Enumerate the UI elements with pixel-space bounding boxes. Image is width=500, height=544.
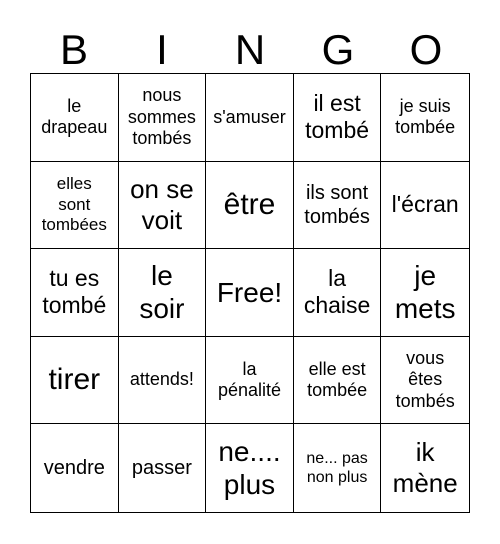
bingo-cell[interactable]	[294, 337, 382, 425]
free-space[interactable]	[206, 249, 294, 337]
cell-text: ik mène	[392, 437, 458, 499]
bingo-cell[interactable]	[206, 424, 294, 512]
bingo-cell[interactable]	[31, 424, 119, 512]
header-letter-g: G	[321, 26, 355, 73]
cell-text: elles sont tombées	[41, 174, 107, 235]
cell-text: ne... pas non plus	[306, 450, 368, 487]
bingo-cell[interactable]	[119, 249, 207, 337]
cell-text: tirer	[48, 363, 101, 397]
bingo-header	[30, 26, 470, 74]
header-letter-o: O	[409, 26, 443, 73]
cell-text: vendre	[43, 457, 105, 480]
cell-text: l'écran	[391, 191, 459, 218]
header-letter-n: N	[234, 26, 266, 73]
bingo-cell[interactable]	[206, 162, 294, 250]
cell-text: être	[223, 187, 276, 221]
bingo-cell[interactable]	[31, 162, 119, 250]
bingo-cell[interactable]	[381, 337, 469, 425]
bingo-cell[interactable]	[294, 424, 382, 512]
bingo-cell[interactable]	[31, 74, 119, 162]
bingo-cell[interactable]	[31, 337, 119, 425]
bingo-cell[interactable]	[119, 424, 207, 512]
bingo-cell[interactable]	[381, 162, 469, 250]
cell-text: le soir	[139, 259, 185, 325]
bingo-cell[interactable]	[294, 162, 382, 250]
cell-text: il est tombé	[305, 89, 370, 144]
cell-text: nous sommes tombés	[127, 84, 196, 149]
bingo-cell[interactable]	[381, 74, 469, 162]
bingo-cell[interactable]	[31, 249, 119, 337]
free-space-text: Free!	[216, 276, 283, 308]
bingo-cell[interactable]	[294, 74, 382, 162]
bingo-cell[interactable]	[381, 424, 469, 512]
cell-text: elle est tombée	[307, 358, 368, 401]
bingo-cell[interactable]	[206, 74, 294, 162]
bingo-cell[interactable]	[119, 337, 207, 425]
bingo-cell[interactable]	[294, 249, 382, 337]
header-letter-i: I	[156, 26, 168, 73]
bingo-cell[interactable]	[206, 337, 294, 425]
cell-text: vous êtes tombés	[395, 347, 455, 411]
cell-text: ne.... plus	[218, 435, 281, 501]
cell-text: je mets	[394, 259, 456, 325]
cell-text: s'amuser	[213, 106, 286, 127]
bingo-cell[interactable]	[119, 74, 207, 162]
cell-text: je suis tombée	[395, 95, 456, 138]
cell-text: la pénalité	[217, 358, 282, 401]
bingo-cell[interactable]	[381, 249, 469, 337]
cell-text: ils sont tombés	[304, 181, 370, 228]
cell-text: attends!	[129, 369, 194, 390]
bingo-cell[interactable]	[119, 162, 207, 250]
cell-text: la chaise	[303, 264, 371, 319]
cell-text: on se voit	[130, 173, 194, 235]
header-letter-b: B	[59, 26, 88, 73]
cell-text: le drapeau	[41, 95, 108, 138]
cell-text: tu es tombé	[42, 264, 107, 319]
bingo-grid	[30, 73, 470, 513]
cell-text: passer	[131, 457, 192, 480]
